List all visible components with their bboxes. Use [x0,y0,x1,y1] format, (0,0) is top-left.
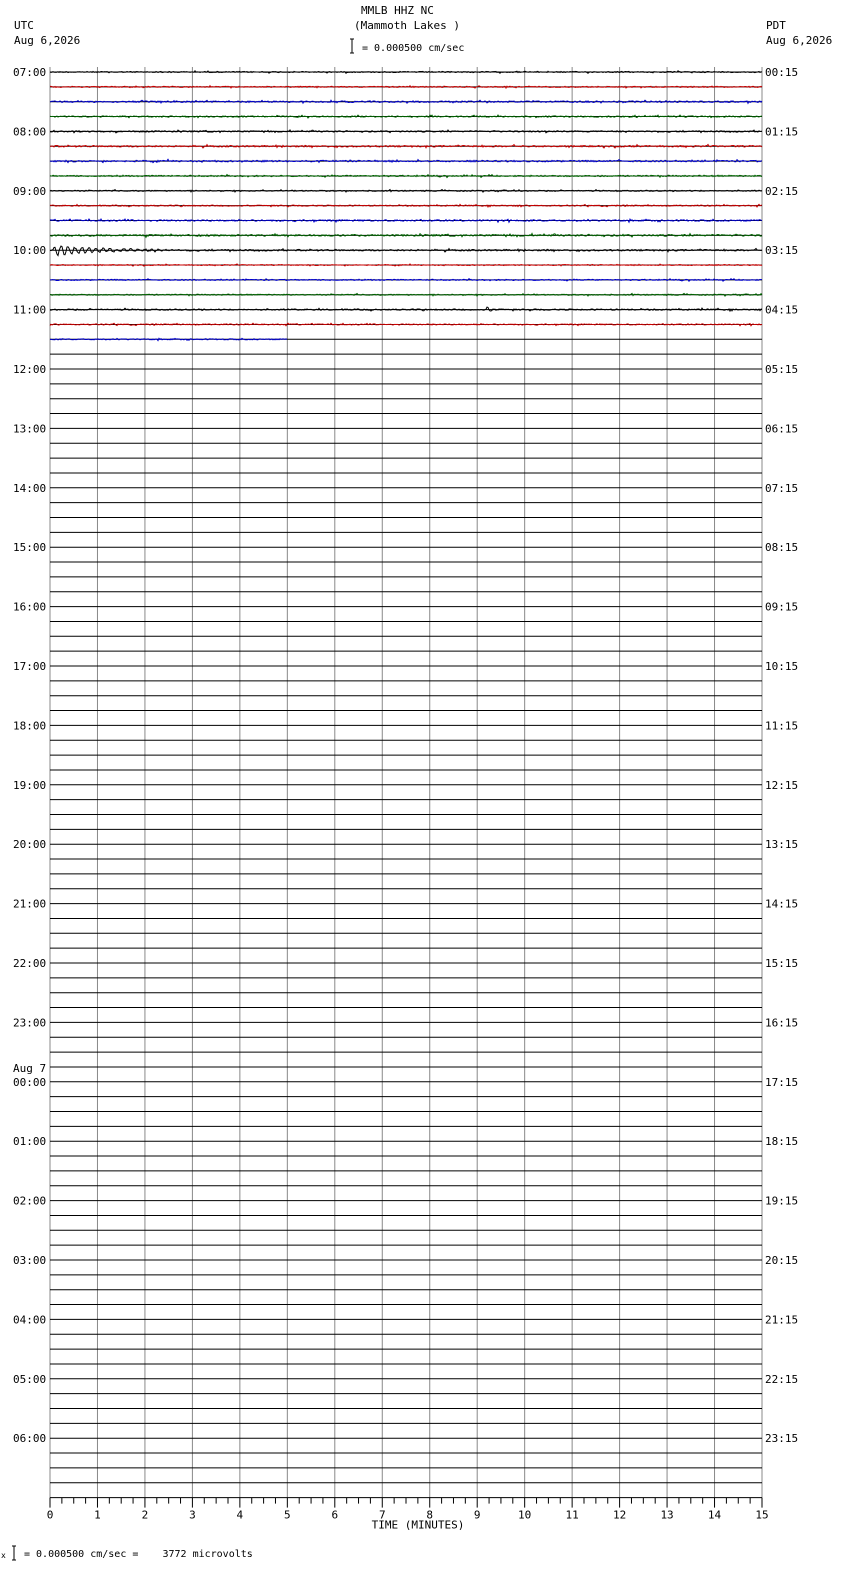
local-hour-label: 22:15 [765,1372,799,1386]
x-axis-label: TIME (MINUTES) [371,1518,465,1532]
local-hour-label: 06:15 [765,422,799,436]
utc-hour-label: 20:00 [13,838,47,852]
utc-hour-label: 06:00 [13,1432,47,1446]
x-tick-label: 12 [612,1508,627,1522]
trace-row-4 [50,130,762,133]
utc-hour-label: 02:00 [13,1194,47,1208]
local-hour-label: 02:15 [765,184,799,198]
trace-row-11 [50,233,762,237]
local-hour-label: 01:15 [765,125,799,139]
utc-hour-label: 13:00 [13,422,47,436]
local-hour-label: 10:15 [765,660,799,673]
local-hour-label: 16:15 [765,1016,799,1030]
trace-row-17 [50,323,762,326]
local-hour-label: 20:15 [765,1254,799,1267]
trace-row-1 [50,86,762,88]
x-tick-label: 15 [755,1508,769,1522]
utc-hour-label: 05:00 [13,1372,47,1386]
x-tick-label: 10 [518,1508,532,1522]
station-title: MMLB HHZ NC [361,4,434,17]
utc-hour-label: 11:00 [13,303,47,317]
utc-hour-label: 14:00 [13,481,47,495]
utc-hour-label: 15:00 [13,541,47,555]
footer-prefix: x [1,1551,6,1560]
trace-row-18 [50,338,287,340]
utc-hour-label: 09:00 [13,184,47,198]
x-tick-label: 11 [565,1508,579,1522]
footer-scale-bar [12,1546,16,1560]
x-tick-label: 2 [141,1508,149,1522]
right-date-label: Aug 6,2026 [766,34,833,47]
utc-hour-label: 19:00 [13,778,47,792]
trace-row-5 [50,145,762,149]
left-timezone-label: UTC [14,19,34,32]
x-tick-label: 0 [46,1508,54,1522]
utc-hour-label: 12:00 [13,363,47,376]
local-hour-label: 08:15 [765,541,799,555]
local-hour-label: 07:15 [765,481,799,495]
date-change-label: Aug 7 [13,1061,47,1075]
seismic-traces [50,71,762,341]
local-hour-label: 12:15 [765,778,799,792]
trace-row-10 [50,219,762,222]
trace-row-12 [50,246,762,255]
plot-grid [50,67,762,1498]
utc-hour-label: 01:00 [13,1135,47,1149]
header-scale-bar [350,39,354,53]
local-hour-label: 04:15 [765,303,799,317]
local-hour-label: 19:15 [765,1194,799,1208]
x-tick-label: 3 [189,1508,196,1522]
trace-row-7 [50,175,762,178]
utc-hour-label: 18:00 [13,719,47,733]
x-tick-label: 5 [284,1508,291,1522]
x-tick-label: 14 [707,1508,722,1522]
x-tick-label: 4 [236,1508,244,1522]
local-hour-label: 15:15 [765,957,799,970]
utc-hour-label: 23:00 [13,1016,47,1030]
utc-hour-label: 16:00 [13,600,47,614]
left-date-label: Aug 6,2026 [14,34,81,47]
x-tick-label: 13 [660,1508,674,1522]
trace-row-2 [50,100,762,103]
local-hour-label: 18:15 [765,1135,799,1149]
right-timezone-label: PDT [766,19,786,32]
utc-hour-label: 10:00 [13,244,47,258]
trace-row-9 [50,204,762,207]
x-tick-label: 6 [331,1508,339,1522]
utc-hour-label: 21:00 [13,897,47,911]
local-hour-label: 14:15 [765,897,799,911]
trace-row-13 [50,264,762,266]
x-tick-label: 7 [378,1508,386,1522]
utc-hour-label: 03:00 [13,1254,47,1267]
location-subtitle: (Mammoth Lakes ) [354,19,460,32]
local-hour-label: 03:15 [765,244,799,258]
local-hour-label: 21:15 [765,1313,799,1327]
x-tick-label: 1 [94,1508,101,1522]
trace-row-14 [50,279,762,282]
local-hour-label: 09:15 [765,600,799,614]
local-hour-label: 00:15 [765,66,799,79]
utc-hour-label: 17:00 [13,660,47,673]
utc-hour-label: 22:00 [13,957,47,970]
utc-hour-label: 04:00 [13,1313,47,1327]
time-axis [47,1498,769,1532]
scale-legend-text: = 0.000500 cm/sec [362,43,465,54]
local-hour-label: 11:15 [765,719,799,733]
trace-row-8 [50,189,762,192]
utc-hour-label: 07:00 [13,66,47,79]
local-hour-label: 05:15 [765,363,799,376]
local-hour-label: 13:15 [765,838,799,852]
local-hour-label: 23:15 [765,1432,799,1446]
utc-hour-label: 08:00 [13,125,47,139]
x-tick-label: 8 [426,1508,434,1522]
footer-scale-text: = 0.000500 cm/sec = 3772 microvolts [24,1549,253,1560]
trace-row-0 [50,71,762,73]
x-tick-label: 9 [473,1508,481,1522]
utc-hour-label: 00:00 [13,1075,47,1089]
local-hour-label: 17:15 [765,1075,799,1089]
